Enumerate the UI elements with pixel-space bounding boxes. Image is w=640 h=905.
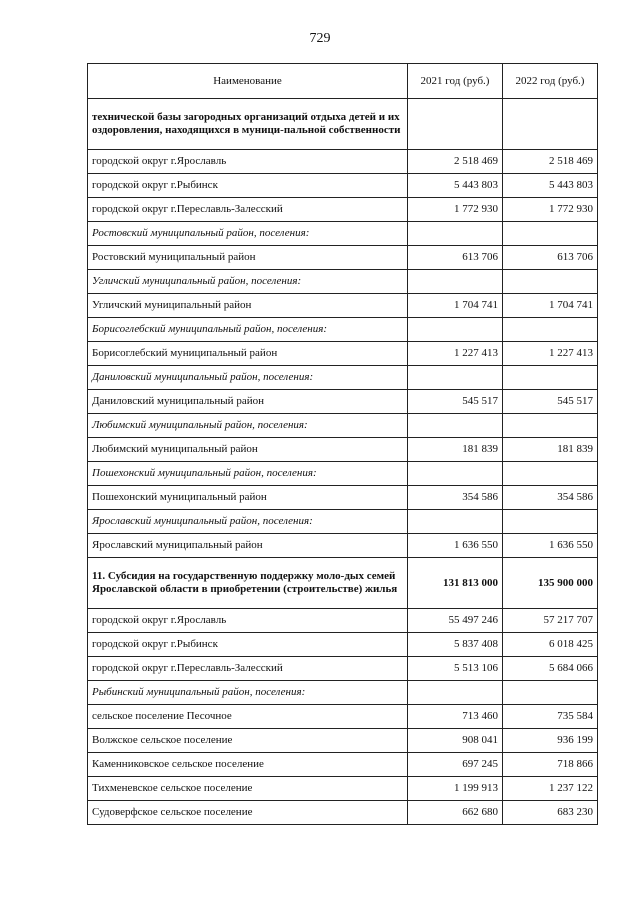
- row-name: Угличский муниципальный район: [88, 294, 408, 318]
- table-row: [88, 801, 598, 825]
- table-row: [88, 390, 598, 414]
- row-value-2022: 5 684 066: [503, 657, 598, 681]
- table-row: [88, 753, 598, 777]
- row-name: городской округ г.Ярославль: [88, 609, 408, 633]
- budget-table: [87, 63, 598, 825]
- row-value-2021: 5 513 106: [408, 657, 503, 681]
- header-year-2021: 2021 год (руб.): [408, 64, 503, 99]
- table-header-row: [88, 64, 598, 99]
- table-row: [88, 342, 598, 366]
- row-value-2021: [408, 99, 503, 150]
- row-value-2022: [503, 222, 598, 246]
- row-name: Волжское сельское поселение: [88, 729, 408, 753]
- table-row: [88, 510, 598, 534]
- table-row: [88, 558, 598, 609]
- row-value-2021: 1 704 741: [408, 294, 503, 318]
- table-row: [88, 414, 598, 438]
- row-name: Борисоглебский муниципальный район: [88, 342, 408, 366]
- row-value-2022: [503, 462, 598, 486]
- row-value-2021: 1 199 913: [408, 777, 503, 801]
- row-value-2021: 5 443 803: [408, 174, 503, 198]
- row-value-2022: [503, 99, 598, 150]
- row-name: Ростовский муниципальный район, поселения:: [88, 222, 408, 246]
- row-value-2022: 1 772 930: [503, 198, 598, 222]
- row-name: Каменниковское сельское поселение: [88, 753, 408, 777]
- row-name: 11. Субсидия на государственную поддержку моло-дых семей Ярославской области в приобретении (строительстве) жилья: [88, 558, 408, 609]
- row-name: Судоверфское сельское поселение: [88, 801, 408, 825]
- table-row: [88, 366, 598, 390]
- row-value-2021: 1 636 550: [408, 534, 503, 558]
- table-body: [88, 99, 598, 825]
- table-row: [88, 270, 598, 294]
- row-value-2021: 908 041: [408, 729, 503, 753]
- row-value-2021: [408, 222, 503, 246]
- row-name: городской округ г.Переславль-Залесский: [88, 657, 408, 681]
- row-value-2022: 1 237 122: [503, 777, 598, 801]
- row-value-2022: 936 199: [503, 729, 598, 753]
- row-value-2022: 5 443 803: [503, 174, 598, 198]
- row-value-2021: 5 837 408: [408, 633, 503, 657]
- table-row: [88, 633, 598, 657]
- row-value-2022: 1 704 741: [503, 294, 598, 318]
- row-value-2022: 6 018 425: [503, 633, 598, 657]
- table-row: [88, 438, 598, 462]
- row-name: Даниловский муниципальный район: [88, 390, 408, 414]
- row-name: технической базы загородных организаций отдыха детей и их оздоровления, находящихся в муници-пальной собственности: [88, 99, 408, 150]
- row-name: Ростовский муниципальный район: [88, 246, 408, 270]
- row-value-2021: [408, 681, 503, 705]
- row-value-2021: [408, 510, 503, 534]
- table-row: [88, 318, 598, 342]
- table-row: [88, 462, 598, 486]
- header-name: Наименование: [88, 64, 408, 99]
- row-value-2022: [503, 318, 598, 342]
- row-name: Угличский муниципальный район, поселения:: [88, 270, 408, 294]
- row-value-2021: 545 517: [408, 390, 503, 414]
- row-value-2022: 57 217 707: [503, 609, 598, 633]
- row-value-2022: 735 584: [503, 705, 598, 729]
- row-name: Тихменевское сельское поселение: [88, 777, 408, 801]
- row-name: городской округ г.Переславль-Залесский: [88, 198, 408, 222]
- table-row: [88, 657, 598, 681]
- row-value-2022: 545 517: [503, 390, 598, 414]
- row-value-2021: 697 245: [408, 753, 503, 777]
- table-row: [88, 198, 598, 222]
- row-value-2021: [408, 414, 503, 438]
- row-name: Борисоглебский муниципальный район, поселения:: [88, 318, 408, 342]
- table-row: [88, 534, 598, 558]
- table-row: [88, 99, 598, 150]
- row-name: Даниловский муниципальный район, поселения:: [88, 366, 408, 390]
- table-row: [88, 174, 598, 198]
- row-name: городской округ г.Рыбинск: [88, 174, 408, 198]
- row-value-2022: [503, 414, 598, 438]
- row-value-2022: 1 636 550: [503, 534, 598, 558]
- page-number: 729: [309, 31, 331, 46]
- row-value-2021: 55 497 246: [408, 609, 503, 633]
- row-value-2021: 181 839: [408, 438, 503, 462]
- table-row: [88, 777, 598, 801]
- row-value-2021: 613 706: [408, 246, 503, 270]
- row-value-2021: [408, 366, 503, 390]
- row-name: Любимский муниципальный район: [88, 438, 408, 462]
- row-value-2022: 354 586: [503, 486, 598, 510]
- table-row: [88, 681, 598, 705]
- row-name: сельское поселение Песочное: [88, 705, 408, 729]
- row-value-2021: 131 813 000: [408, 558, 503, 609]
- table-row: [88, 486, 598, 510]
- row-value-2022: 181 839: [503, 438, 598, 462]
- row-value-2021: [408, 318, 503, 342]
- row-value-2021: 2 518 469: [408, 150, 503, 174]
- row-value-2022: 1 227 413: [503, 342, 598, 366]
- row-value-2021: [408, 270, 503, 294]
- table-row: [88, 222, 598, 246]
- row-value-2021: [408, 462, 503, 486]
- row-name: Любимский муниципальный район, поселения:: [88, 414, 408, 438]
- row-value-2021: 713 460: [408, 705, 503, 729]
- row-value-2022: [503, 510, 598, 534]
- table-row: [88, 294, 598, 318]
- row-value-2022: 135 900 000: [503, 558, 598, 609]
- row-value-2022: 683 230: [503, 801, 598, 825]
- table-row: [88, 246, 598, 270]
- row-name: Ярославский муниципальный район, поселения:: [88, 510, 408, 534]
- row-value-2021: 1 227 413: [408, 342, 503, 366]
- row-name: Пошехонский муниципальный район, поселения:: [88, 462, 408, 486]
- header-year-2022: 2022 год (руб.): [503, 64, 598, 99]
- row-value-2022: 613 706: [503, 246, 598, 270]
- table-row: [88, 729, 598, 753]
- table-row: [88, 705, 598, 729]
- row-value-2021: 1 772 930: [408, 198, 503, 222]
- table-row: [88, 150, 598, 174]
- row-value-2022: 718 866: [503, 753, 598, 777]
- row-value-2021: 354 586: [408, 486, 503, 510]
- row-value-2022: [503, 681, 598, 705]
- row-value-2022: 2 518 469: [503, 150, 598, 174]
- row-name: Рыбинский муниципальный район, поселения:: [88, 681, 408, 705]
- row-name: городской округ г.Ярославль: [88, 150, 408, 174]
- row-name: городской округ г.Рыбинск: [88, 633, 408, 657]
- row-value-2021: 662 680: [408, 801, 503, 825]
- row-value-2022: [503, 366, 598, 390]
- row-name: Пошехонский муниципальный район: [88, 486, 408, 510]
- row-value-2022: [503, 270, 598, 294]
- row-name: Ярославский муниципальный район: [88, 534, 408, 558]
- table-row: [88, 609, 598, 633]
